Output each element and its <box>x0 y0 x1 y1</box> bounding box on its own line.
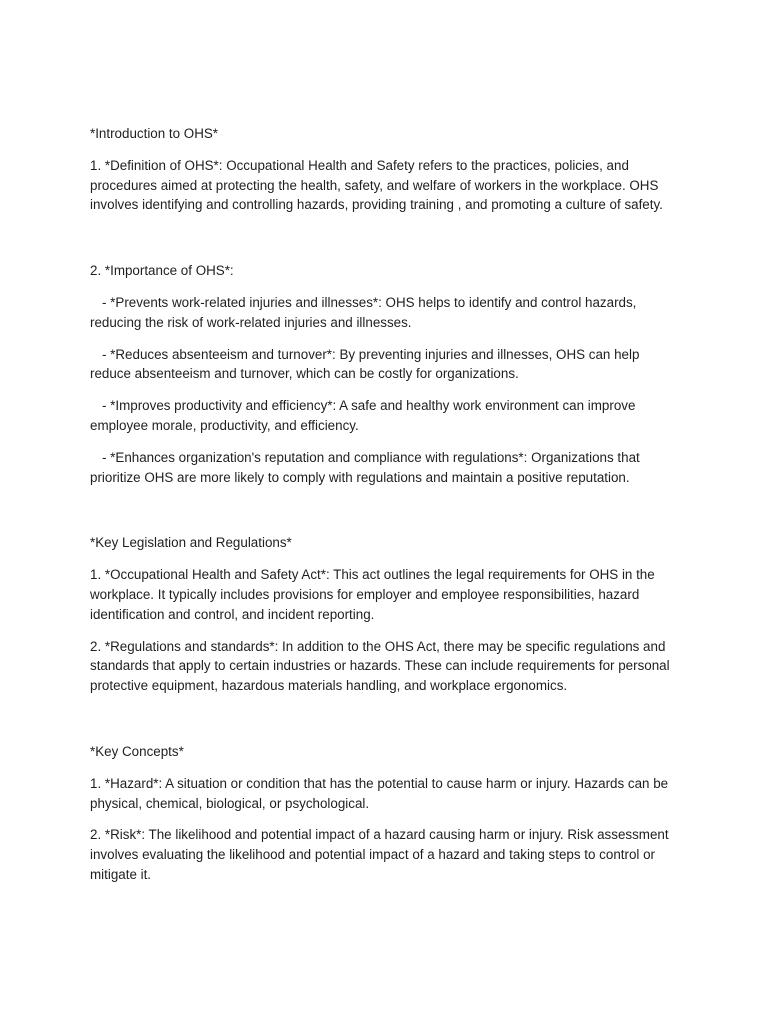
bullet-prevents-injuries: - *Prevents work-related injuries and illnesses*: OHS helps to identify and control hazards, reducing the risk of work-related injuries and illnesses. <box>90 294 637 330</box>
section-heading-key-concepts: *Key Concepts* <box>90 743 184 759</box>
bullet-enhances-reputation: - *Enhances organization's reputation and compliance with regulations*: Organizations that prioritize OHS are more likely to comply with regulations and maintain a positive reputation. <box>90 449 640 485</box>
document-page <box>90 124 684 885</box>
paragraph-risk: 2. *Risk*: The likelihood and potential impact of a hazard causing harm or injury. Risk assessment involves evaluating the likelihood and potential impact of a hazard and taking steps to control or mitigate it. <box>90 827 669 882</box>
paragraph-ohs-act: 1. *Occupational Health and Safety Act*: This act outlines the legal requirements for OHS in the workplace. It typically includes provisions for employer and employee responsibilities, hazard identification and control, and incident reporting. <box>90 567 655 622</box>
section-gap <box>90 487 684 533</box>
paragraph-regulations-standards: 2. *Regulations and standards*: In addition to the OHS Act, there may be specific regulations and standards that apply to certain industries or hazards. These can include requirements for personal protective equipment, hazardous materials handling, and workplace ergonomics. <box>90 638 670 694</box>
section-gap <box>90 696 684 742</box>
section-heading-introduction: *Introduction to OHS* <box>90 126 219 141</box>
paragraph-hazard: 1. *Hazard*: A situation or condition that has the potential to cause harm or injury. Hazards can be physical, chemical, biological, or psychological. <box>90 775 669 811</box>
bullet-reduces-absenteeism: - *Reduces absenteeism and turnover*: By preventing injuries and illnesses, OHS can help reduce absenteeism and turnover, which can be costly for organizations. <box>90 346 640 382</box>
section-heading-legislation: *Key Legislation and Regulations* <box>90 535 292 551</box>
section-gap <box>90 215 684 261</box>
bullet-improves-productivity: - *Improves productivity and efficiency*: A safe and healthy work environment can improve employee morale, productivity, and efficiency. <box>90 398 636 433</box>
section-heading-importance: 2. *Importance of OHS*: <box>90 263 234 279</box>
paragraph-definition-of-ohs: 1. *Definition of OHS*: Occupational Health and Safety refers to the practices, policies, and procedures aimed at protecting the health, safety, and welfare of workers in the workplace. OHS involves identifying and controlling hazards, providing training , and promoting a culture of safety. <box>90 157 663 213</box>
